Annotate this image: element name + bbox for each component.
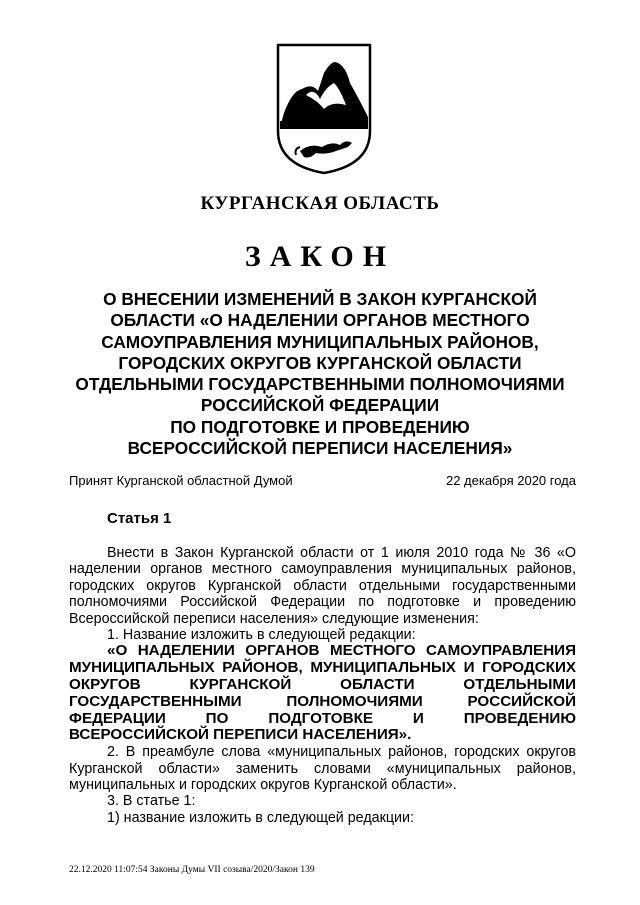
article-heading: Статья 1: [107, 510, 172, 527]
adopted-date: 22 декабря 2020 года: [445, 473, 576, 488]
title-line: О ВНЕСЕНИИ ИЗМЕНЕНИЙ В ЗАКОН КУРГАНСКОЙ: [103, 289, 537, 309]
title-line: САМОУПРАВЛЕНИЯ МУНИЦИПАЛЬНЫХ РАЙОНОВ,: [101, 331, 539, 352]
title-line: ОБЛАСТИ «О НАДЕЛЕНИИ ОРГАНОВ МЕСТНОГО: [110, 310, 530, 331]
article-body: [69, 545, 576, 826]
paragraph: 3. В статье 1:: [107, 793, 196, 810]
region-name: КУРГАНСКАЯ ОБЛАСТЬ: [200, 193, 440, 214]
paragraph: 1) название изложить в следующей редакции:: [107, 809, 414, 826]
paragraph: 1. Название изложить в следующей редакции:: [107, 627, 416, 644]
title-line: ПО ПОДГОТОВКЕ И ПРОВЕДЕНИЮ: [170, 416, 470, 437]
paragraph: 2. В преамбуле слова «муниципальных районов, городских округов Курганской области» заменить словами «муниципальных районов, муниципальных и городских округов Курганской области».: [69, 744, 576, 794]
title-line: ГОРОДСКИХ ОКРУГОВ КУРГАНСКОЙ ОБЛАСТИ: [118, 352, 522, 373]
kurgan-coat-of-arms-emblem: [276, 43, 372, 175]
paragraph: Внести в Закон Курганской области от 1 июля 2010 года № 36 «О наделении органов местного самоуправления муниципальных районов, городских округов Курганской области отдельными государственными полномочиями Российской Федерации по подготовке и проведению Всероссийской переписи населения» следующие изменения:: [69, 545, 576, 627]
document-type: ЗАКОН: [244, 240, 396, 273]
quoted-new-title: «О НАДЕЛЕНИИ ОРГАНОВ МЕСТНОГО САМОУПРАВЛЕНИЯ МУНИЦИПАЛЬНЫХ РАЙОНОВ, МУНИЦИПАЛЬНЫХ И ГОРОДСКИХ ОКРУГОВ КУРГАНСКОЙ ОБЛАСТИ ОТДЕЛЬНЫМИ ГОСУДАРСТВЕННЫМИ ПОЛНОМОЧИЯМИ РОССИЙСКОЙ ФЕДЕРАЦИИ ПО ПОДГОТОВКЕ И ПРОВЕДЕНИЮ ВСЕРОССИЙСКОЙ ПЕРЕПИСИ НАСЕЛЕНИЯ».: [69, 642, 576, 744]
title-line: ОТДЕЛЬНЫМИ ГОСУДАРСТВЕННЫМИ ПОЛНОМОЧИЯМИ: [75, 374, 565, 395]
document-footer: 22.12.2020 11:07:54 Законы Думы VII созыва/2020/Закон 139: [69, 865, 315, 875]
adopted-by: Принят Курганской областной Думой: [69, 473, 293, 488]
title-line: ВСЕРОССИЙСКОЙ ПЕРЕПИСИ НАСЕЛЕНИЯ»: [127, 438, 513, 459]
adoption-line: [69, 473, 576, 488]
title-line: РОССИЙСКОЙ ФЕДЕРАЦИИ: [200, 395, 440, 416]
law-title: [60, 289, 580, 459]
